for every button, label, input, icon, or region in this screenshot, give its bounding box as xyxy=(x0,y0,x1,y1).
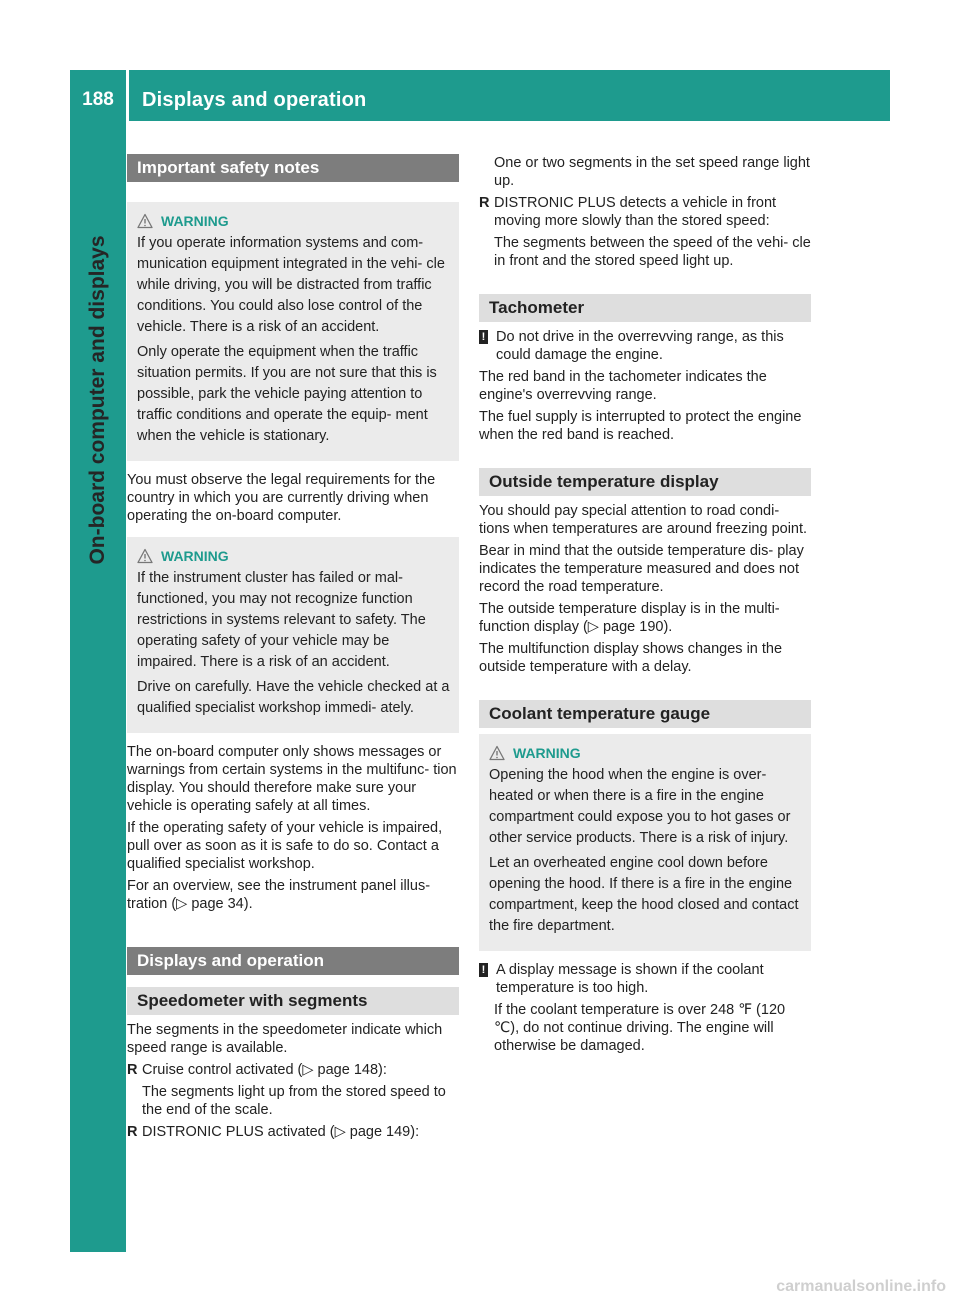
warning-text: Let an overheated engine cool down before opening the hood. If there is a fire in the engine compartment, keep the hood closed and contact the fire department. xyxy=(489,855,799,934)
paragraph: You must observe the legal requirements for the country in which you are currently driving when operating the on-board computer. xyxy=(127,472,436,524)
paragraph: The segments in the speedometer indicate which speed range is available. xyxy=(127,1022,443,1056)
paragraph: The fuel supply is interrupted to protect the engine when the red band is reached. xyxy=(479,409,802,443)
heading-displays-and-operation: Displays and operation xyxy=(127,947,459,975)
warning-text: If the instrument cluster has failed or mal- functioned, you may not recognize function restrictions in systems relevant to safety. The operating safety of your vehicle may be impaired. There is a risk of an accident. xyxy=(137,570,426,670)
paragraph: The on-board computer only shows messages or warnings from certain systems in the multifunc- tion display. You should therefore make sure your vehicle is operating safely at all times. xyxy=(127,744,457,814)
warning-triangle-icon xyxy=(137,548,153,564)
notice-detail: If the coolant temperature is over 248 ℉ (120 ℃), do not continue driving. The engine will otherwise be damaged. xyxy=(494,1002,786,1054)
list-item: R DISTRONIC PLUS activated (▷ page 149): xyxy=(127,1124,420,1140)
warning-box xyxy=(479,734,811,951)
notice: ! A display message is shown if the coolant temperature is too high. xyxy=(479,961,811,997)
warning-title xyxy=(137,211,451,231)
list-item: R DISTRONIC PLUS detects a vehicle in front moving more slowly than the stored speed: xyxy=(479,195,777,229)
heading-outside-temperature-display: Outside temperature display xyxy=(479,468,811,496)
list-item-detail: One or two segments in the set speed range light up. xyxy=(494,155,810,189)
bullet-marker: R xyxy=(127,1062,138,1078)
left-column xyxy=(127,154,459,1145)
warning-text: If you operate information systems and com- munication equipment integrated in the vehi- cle while driving, you will be distracted from traffic conditions. You could also lose control of the vehicle. There is a risk of an accident. xyxy=(137,235,445,335)
header-title: Displays and operation xyxy=(142,89,367,111)
list-item-detail: The segments light up from the stored speed to the end of the scale. xyxy=(142,1084,446,1118)
paragraph: If the operating safety of your vehicle is impaired, pull over as soon as it is safe to do so. Contact a qualified specialist workshop. xyxy=(127,820,443,872)
warning-title xyxy=(489,743,803,763)
page-number: 188 xyxy=(82,89,114,110)
warning-label: WARNING xyxy=(513,745,581,761)
warning-title xyxy=(137,546,451,566)
side-tab-label: On-board computer and displays xyxy=(86,235,109,565)
paragraph: You should pay special attention to road condi- tions when temperatures are around freezing point. xyxy=(479,503,808,537)
paragraph: The multifunction display shows changes in the outside temperature with a delay. xyxy=(479,641,783,675)
notice: ! Do not drive in the overrevving range, as this could damage the engine. xyxy=(479,328,811,364)
header-divider xyxy=(126,70,129,121)
list-item: R Cruise control activated (▷ page 148): xyxy=(127,1062,387,1078)
warning-text: Only operate the equipment when the traffic situation permits. If you are not sure that this is possible, park the vehicle paying attention to traffic conditions and operate the equip- ment when the vehicle is stationary. xyxy=(137,344,437,444)
warning-box xyxy=(127,202,459,461)
right-column xyxy=(479,154,811,1059)
paragraph: Bear in mind that the outside temperature dis- play indicates the temperature measured and does not record the road temperature. xyxy=(479,543,804,595)
warning-text: Drive on carefully. Have the vehicle checked at a qualified specialist workshop immedi- ately. xyxy=(137,679,450,716)
paragraph: The red band in the tachometer indicates the engine's overrevving range. xyxy=(479,369,767,403)
heading-coolant-temperature-gauge: Coolant temperature gauge xyxy=(479,700,811,728)
paragraph: The outside temperature display is in the multi- function display (▷ page 190). xyxy=(479,601,780,635)
warning-label: WARNING xyxy=(161,548,229,564)
warning-triangle-icon xyxy=(137,213,153,229)
heading-tachometer: Tachometer xyxy=(479,294,811,322)
warning-triangle-icon xyxy=(489,745,505,761)
warning-text: Opening the hood when the engine is over- heated or when there is a fire in the engine compartment could expose you to hot gases or other service products. There is a risk of injury. xyxy=(489,767,791,846)
exclamation-icon: ! xyxy=(479,963,488,977)
paragraph: For an overview, see the instrument panel illus- tration (▷ page 34). xyxy=(127,878,431,912)
warning-box xyxy=(127,537,459,733)
heading-speedometer-with-segments: Speedometer with segments xyxy=(127,987,459,1015)
bullet-marker: R xyxy=(479,195,490,211)
footer-watermark: carmanualsonline.info xyxy=(776,1278,946,1295)
list-item-detail: The segments between the speed of the vehi- cle in front and the stored speed light up. xyxy=(494,235,811,269)
heading-important-safety-notes: Important safety notes xyxy=(127,154,459,182)
warning-label: WARNING xyxy=(161,213,229,229)
bullet-marker: R xyxy=(127,1124,138,1140)
page-header xyxy=(70,70,890,121)
exclamation-icon: ! xyxy=(479,330,488,344)
